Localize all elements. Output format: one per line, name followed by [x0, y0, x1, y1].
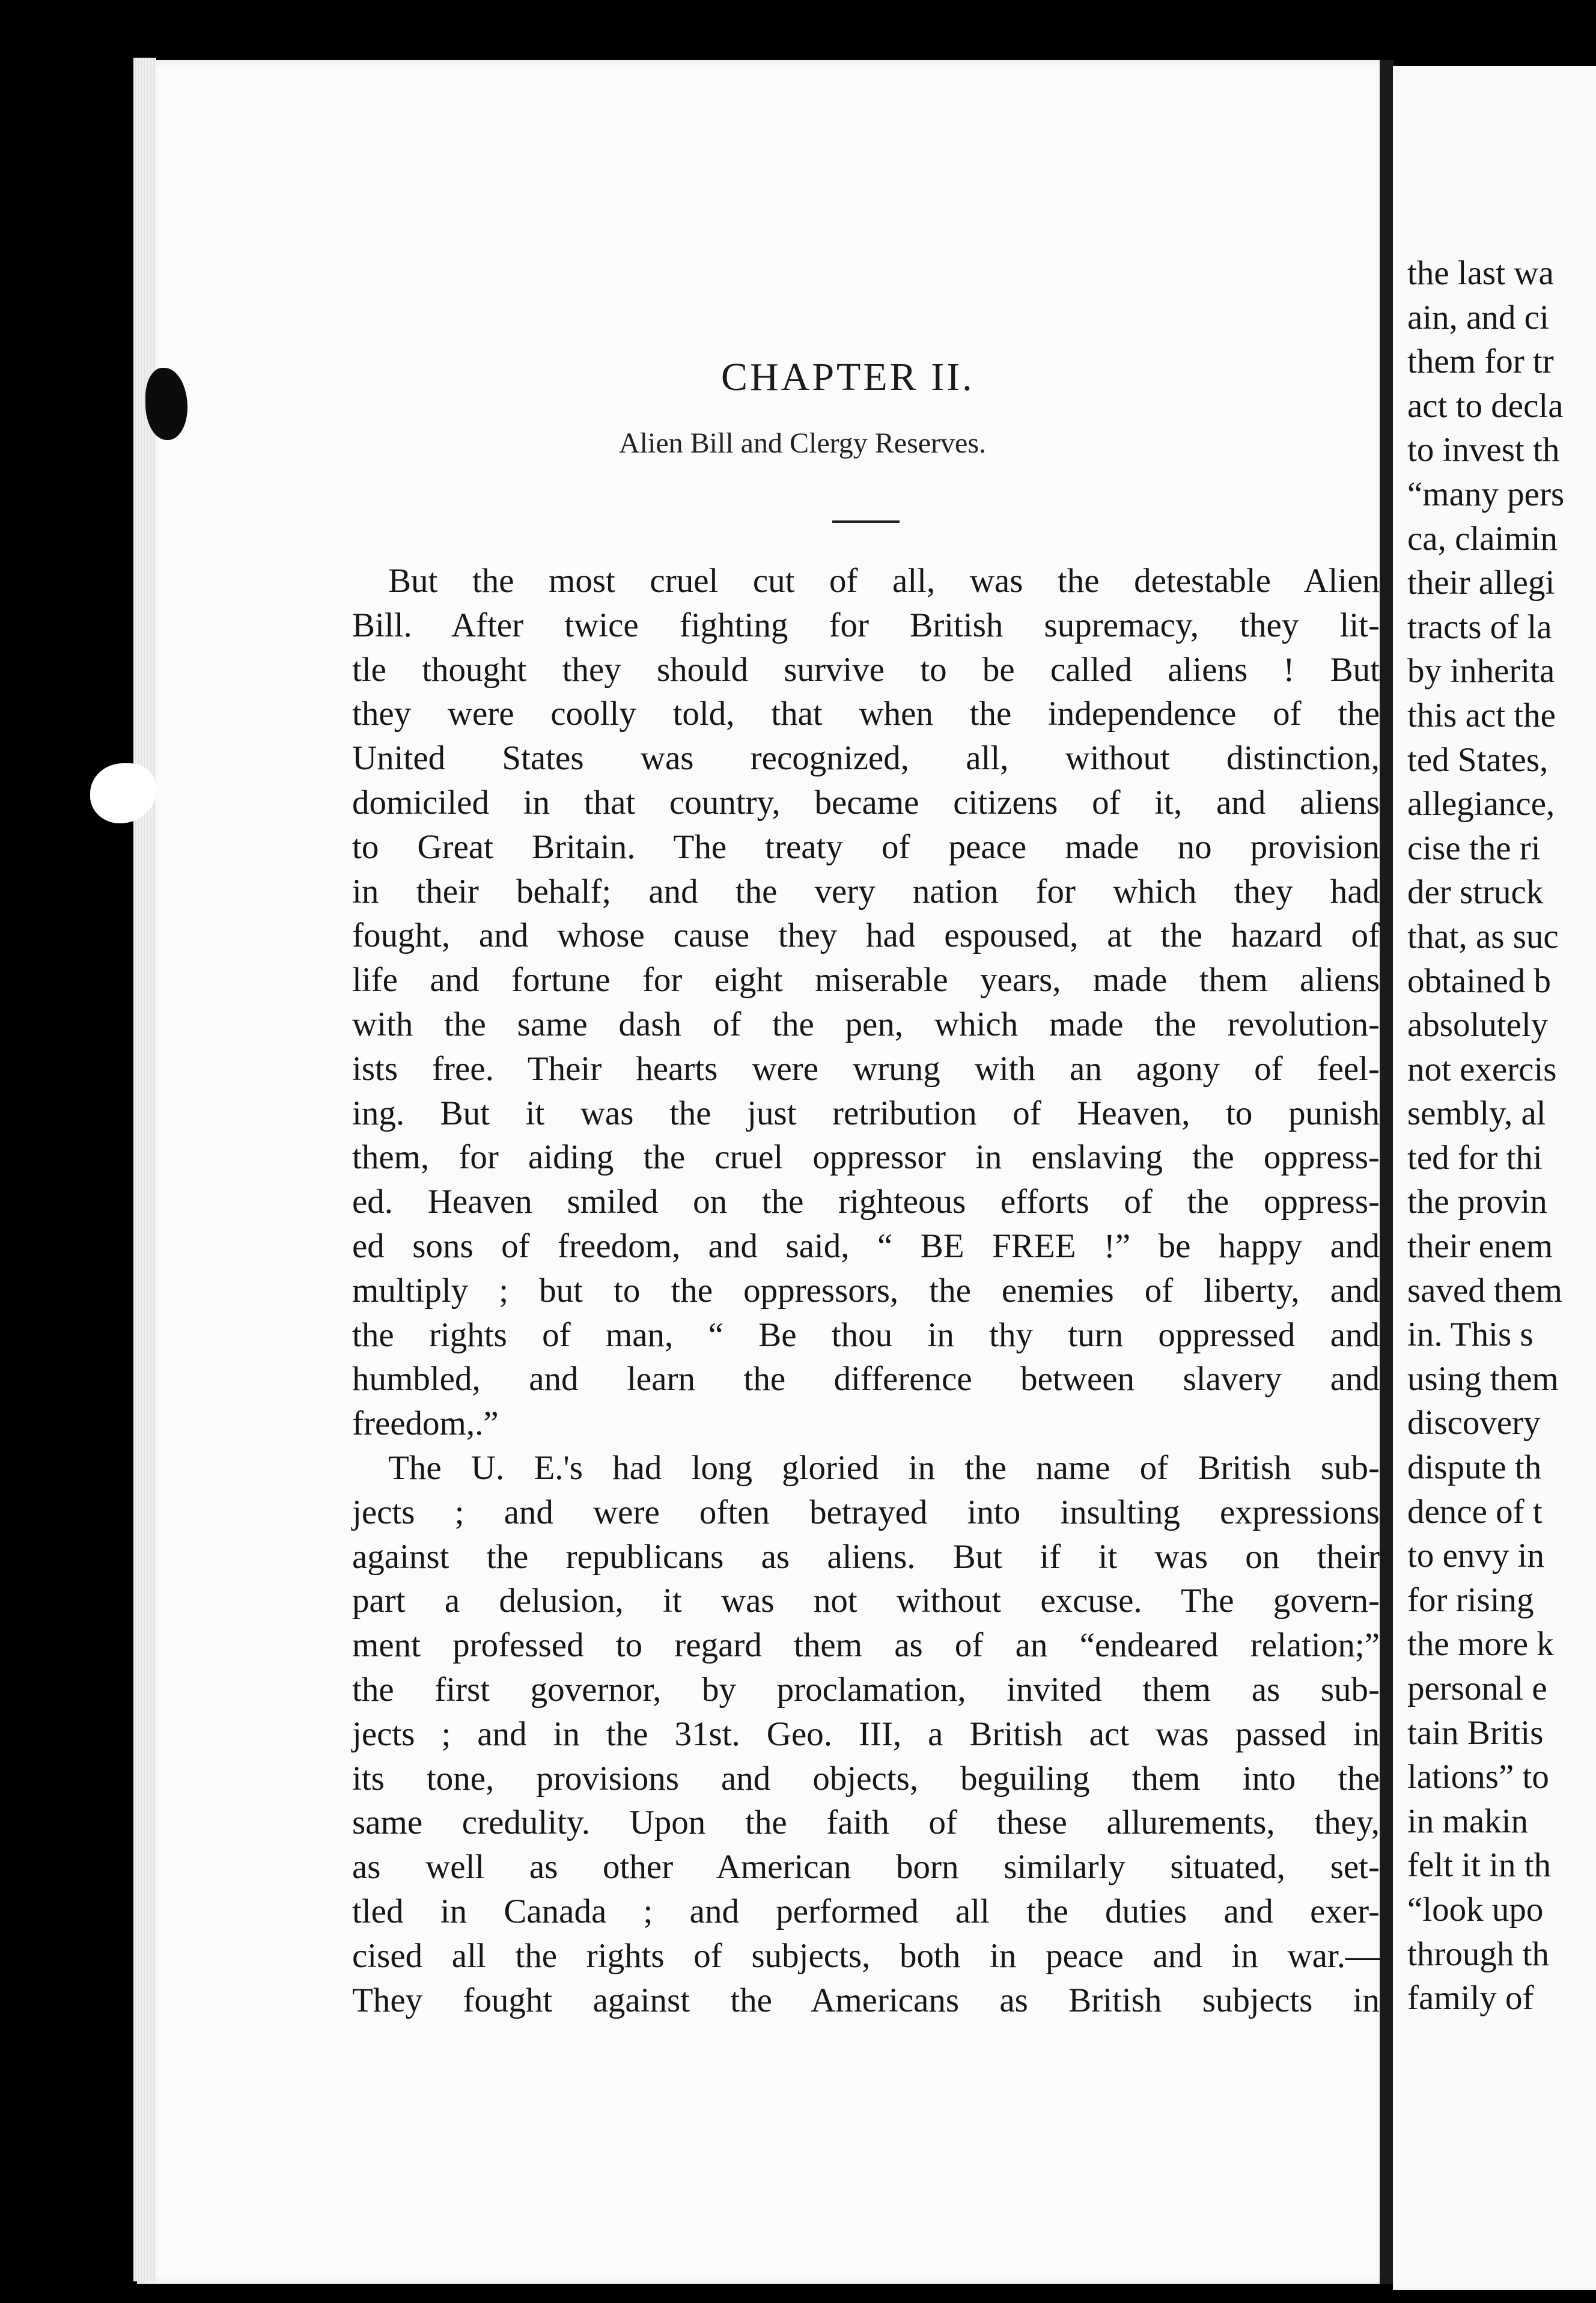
right-page-line: by inherita: [1407, 652, 1555, 691]
body-line: ment professed to regard them as of an “endeared relation;”: [352, 1626, 1380, 1665]
right-page-line: absolutely: [1407, 1006, 1549, 1045]
body-line: same credulity. Upon the faith of these allurements, they,: [352, 1804, 1380, 1842]
body-line: against the republicans as aliens. But if it was on their: [352, 1537, 1380, 1576]
right-page-line: them for tr: [1407, 343, 1554, 381]
book-gutter: [1380, 60, 1394, 2284]
right-page-line: in. This s: [1407, 1316, 1534, 1354]
body-line: ed sons of freedom, and said, “ BE FREE !” be happy and: [352, 1227, 1380, 1265]
body-line: the rights of man, “ Be thou in thy turn oppressed and: [352, 1316, 1380, 1354]
body-line: its tone, provisions and objects, beguiling them into the: [352, 1759, 1380, 1798]
right-page-line: der struck: [1407, 873, 1544, 912]
body-line: fought, and whose cause they had espoused, at the hazard of: [352, 917, 1380, 955]
right-page-line: the last wa: [1407, 254, 1554, 292]
right-page-line: through th: [1407, 1935, 1549, 1973]
right-page-line: personal e: [1407, 1670, 1547, 1707]
right-page-line: in makin: [1407, 1802, 1529, 1840]
right-page-line: that, as suc: [1407, 917, 1559, 956]
chapter-title: CHAPTER II.: [721, 355, 975, 399]
body-line: to Great Britain. The treaty of peace made no provision: [352, 828, 1380, 866]
right-page-line: for rising: [1407, 1581, 1534, 1619]
body-line: jects ; and were often betrayed into insulting expressions: [352, 1493, 1380, 1531]
right-page-line: ca, claimin: [1407, 519, 1558, 558]
right-page-line: the more k: [1407, 1625, 1554, 1664]
right-page-line: tracts of la: [1407, 608, 1552, 646]
right-page-line: “many pers: [1407, 475, 1565, 513]
body-line: Bill. After twice fighting for British supremacy, they lit-: [352, 606, 1380, 644]
body-line: cised all the rights of subjects, both in peace and in war.—: [352, 1936, 1380, 1975]
right-page-line: tain Britis: [1407, 1713, 1544, 1752]
body-line: life and fortune for eight miserable years, made them aliens: [352, 961, 1380, 999]
body-line: tle thought they should survive to be called aliens ! But: [352, 650, 1380, 689]
body-line: tled in Canada ; and performed all the duties and exer-: [352, 1892, 1380, 1930]
right-page-line: dispute th: [1407, 1448, 1542, 1487]
right-page-line: not exercis: [1407, 1050, 1557, 1088]
chapter-subtitle: Alien Bill and Clergy Reserves.: [619, 427, 987, 459]
right-page-line: act to decla: [1407, 386, 1564, 425]
right-page-line: using them: [1407, 1359, 1559, 1398]
right-page-line: ted for thi: [1407, 1138, 1543, 1177]
body-line: humbled, and learn the difference between slavery and: [352, 1360, 1380, 1399]
right-page-line: cise the ri: [1407, 829, 1541, 867]
right-page-line: lations” to: [1407, 1758, 1549, 1796]
right-page-text: [1407, 251, 1596, 2021]
right-page-line: discovery: [1407, 1404, 1541, 1442]
right-page-line: obtained b: [1407, 962, 1552, 1000]
right-page-line: felt it in th: [1407, 1846, 1552, 1885]
right-page-line: “look upo: [1407, 1890, 1544, 1929]
body-line: ing. But it was the just retribution of Heaven, to punish: [352, 1094, 1380, 1132]
right-page-line: ain, and ci: [1407, 298, 1549, 337]
body-line: with the same dash of the pen, which made the revolution-: [352, 1005, 1380, 1043]
right-page-line: the provin: [1407, 1183, 1547, 1221]
body-line: they were coolly told, that when the independence of the: [352, 695, 1380, 733]
body-line: multiply ; but to the oppressors, the enemies of liberty, and: [352, 1271, 1380, 1310]
body-line: domiciled in that country, became citizens of it, and aliens: [352, 783, 1380, 822]
right-page-line: dence of t: [1407, 1492, 1543, 1531]
body-line: the first governor, by proclamation, invited them as sub-: [352, 1670, 1380, 1709]
body-line: in their behalf; and the very nation for which they had: [352, 872, 1380, 911]
right-page-line: allegiance,: [1407, 785, 1555, 823]
body-line: ed. Heaven smiled on the righteous efforts of the oppress-: [352, 1183, 1380, 1221]
title-rule: [832, 520, 900, 523]
body-line: But the most cruel cut of all, was the detestable Alien: [388, 562, 1380, 600]
body-line: as well as other American born similarly situated, set-: [352, 1848, 1380, 1887]
right-page-line: to invest th: [1407, 431, 1560, 469]
body-line: They fought against the Americans as British subjects in: [352, 1981, 1380, 2019]
body-line: part a delusion, it was not without excuse. The govern-: [352, 1582, 1380, 1620]
body-line: The U. E.'s had long gloried in the name of British sub-: [388, 1448, 1380, 1487]
right-page-line: this act the: [1407, 696, 1556, 734]
right-page-line: their allegi: [1407, 564, 1555, 602]
body-line: ists free. Their hearts were wrung with an agony of feel-: [352, 1049, 1380, 1088]
body-line: them, for aiding the cruel oppressor in enslaving the oppress-: [352, 1138, 1380, 1177]
right-page-line: saved them: [1407, 1271, 1563, 1310]
body-text: [352, 559, 1380, 2022]
right-page-line: sembly, al: [1407, 1094, 1546, 1133]
body-line: freedom,.”: [352, 1405, 499, 1443]
right-page-line: family of: [1407, 1979, 1534, 2018]
right-page-line: ted States,: [1407, 740, 1549, 779]
body-line: United States was recognized, all, without distinction,: [352, 739, 1380, 778]
right-page-line: to envy in: [1407, 1537, 1544, 1575]
body-line: jects ; and in the 31st. Geo. III, a British act was passed in: [352, 1715, 1380, 1753]
right-page-line: their enem: [1407, 1227, 1553, 1266]
